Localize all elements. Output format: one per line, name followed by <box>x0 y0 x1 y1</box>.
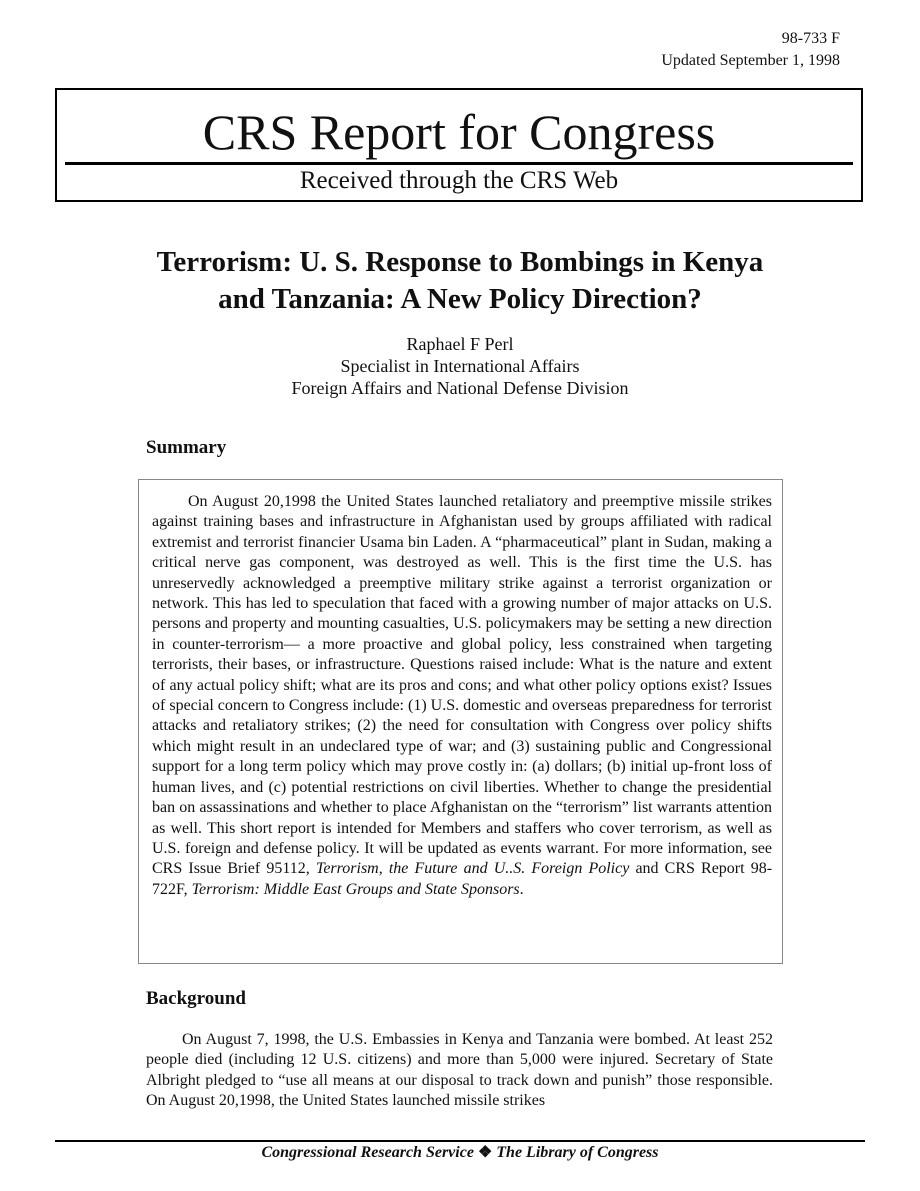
summary-reference-1: Terrorism, the Future and U..S. Foreign Policy <box>315 860 630 878</box>
background-heading: Background <box>146 988 246 1009</box>
summary-paragraph <box>152 492 772 900</box>
author-division: Foreign Affairs and National Defense Division <box>291 378 629 398</box>
summary-box <box>138 479 783 964</box>
summary-body: On August 20,1998 the United States launched retaliatory and preemptive missile strikes against training bases and infrastructure in Afghanistan used by groups affiliated with radical extremist and terrorist financier Usama bin Laden. A “pharmaceutical” plant in Sudan, making a critical nerve gas component, was destroyed as well. This is the first time the U.S. has unreservedly acknowledged a preemptive military strike against a terrorist organization or network. This has led to speculation that faced with a growing number of major attacks on U.S. persons and property and mounting casualties, U.S. policymakers may be setting a new direction in counter-terrorism— a more proactive and global policy, less constrained when targeting terrorists, their bases, or infrastructure. Questions raised include: What is the nature and extent of any actual policy shift; what are its pros and cons; and what other policy options exist? Issues of special concern to Congress include: (1) U.S. domestic and overseas preparedness for terrorist attacks and retaliatory strikes; (2) the need for consultation with Congress over policy shifts which might result in an undeclared type of war; and (3) sustaining public and Congressional support for a long term policy which may prove costly in: (a) dollars; (b) initial up-front loss of human lives, and (c) potential restrictions on civil liberties. Whether to change the presidential ban on assassinations and whether to place Afghanistan on the “terrorism” list warrants attention as well. This short report is intended for Members and staffers who cover terrorism, as well as U.S. foreign and defense policy. It will be updated as events warrant. For more information, see CRS Issue Brief 95112, <box>152 493 772 878</box>
footer-publisher: Congressional Research Service <box>261 1144 474 1161</box>
author-name: Raphael F Perl <box>406 334 514 354</box>
report-header-box <box>55 88 863 202</box>
footer-ornament-icon: ❖ <box>477 1144 493 1161</box>
footer-library: The Library of Congress <box>496 1144 659 1161</box>
footer-divider <box>55 1140 865 1142</box>
background-paragraph: On August 7, 1998, the U.S. Embassies in Kenya and Tanzania were bombed. At least 252 people died (including 12 U.S. citizens) and more than 5,000 were injured. Secretary of State Albright pledged to “use all means at our disposal to track down and punish” those responsible. On August 20,1998, the United States launched missile strikes <box>146 1031 773 1110</box>
summary-heading: Summary <box>146 437 227 458</box>
report-header-subtitle: Received through the CRS Web <box>299 167 619 194</box>
report-number: 98-733 F <box>781 30 840 47</box>
report-header-title: CRS Report for Congress <box>202 104 716 160</box>
document-title-line-2: and Tanzania: A New Policy Direction? <box>218 283 702 315</box>
footer <box>55 1143 865 1163</box>
summary-reference-connector: and CRS Report 98-722F, <box>152 860 773 898</box>
summary-reference-2: Terrorism: Middle East Groups and State Sponsors <box>191 880 520 898</box>
document-title <box>100 244 820 318</box>
author-block <box>160 333 760 399</box>
report-updated-date: Updated September 1, 1998 <box>661 52 840 69</box>
summary-end-punctuation: . <box>519 880 524 898</box>
author-position: Specialist in International Affairs <box>340 356 580 376</box>
document-title-line-1: Terrorism: U. S. Response to Bombings in Kenya <box>156 246 764 278</box>
report-identifier <box>661 28 840 72</box>
